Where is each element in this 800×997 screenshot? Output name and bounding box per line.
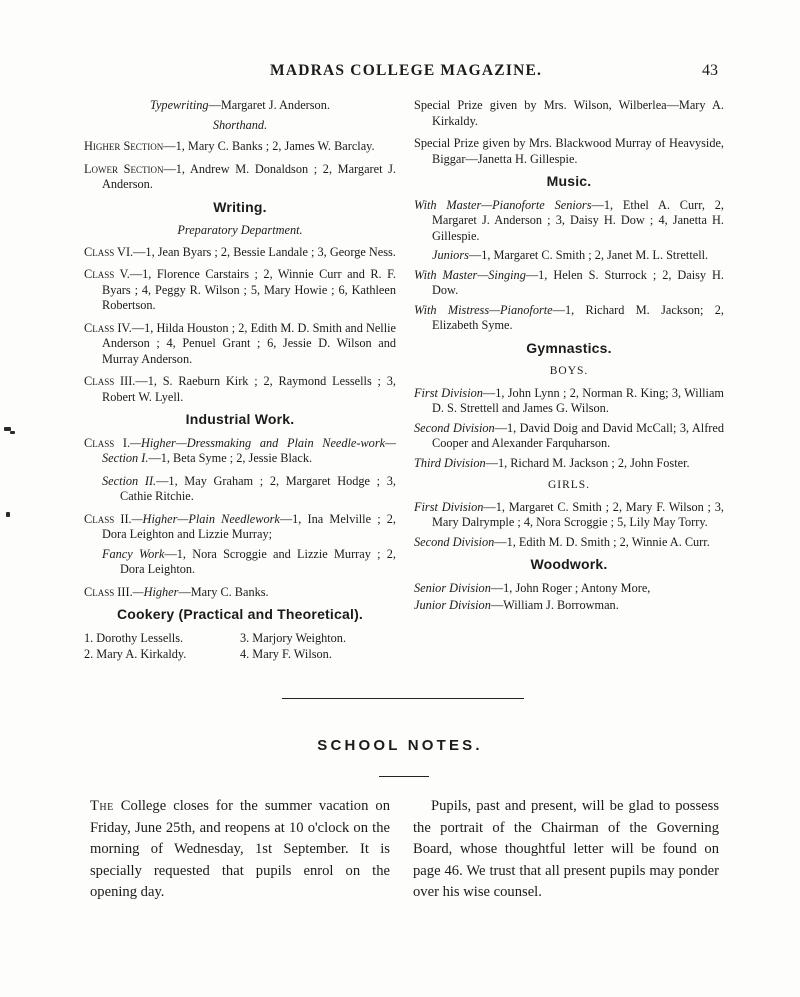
division-label: Senior Division	[414, 580, 491, 595]
scan-mark	[6, 512, 10, 517]
woodwork-junior	[414, 598, 724, 614]
woodwork-senior	[414, 581, 724, 597]
class-label: Class III.	[84, 584, 133, 599]
class-label: Class VI.	[84, 244, 134, 259]
boys-label: BOYS.	[549, 365, 589, 377]
music-text: —1, Richard M. Jackson; 2, Elizabeth Syme.	[432, 302, 725, 332]
school-notes-title: SCHOOL NOTES.	[317, 737, 483, 754]
class-subject: —Higher	[132, 584, 179, 599]
music-mistress-pianoforte	[414, 303, 724, 334]
class-label: Class II.	[84, 511, 132, 526]
cookery-list	[84, 631, 396, 663]
right-column	[414, 98, 724, 621]
division-text: —1, Edith M. D. Smith ; 2, Winnie A. Curr.	[494, 534, 710, 549]
girls-second-division	[414, 535, 724, 551]
class-text: —1, S. Raeburn Kirk ; 2, Raymond Lessells ; 3, Robert W. Lyell.	[102, 374, 396, 404]
class-text: —1, Hilda Houston ; 2, Edith M. D. Smith and Nellie Anderson ; 4, Penuel Grant ; 6, Jessie D. Wilson and Murray Anderson.	[102, 320, 397, 366]
class-subject: —Higher—Plain Needlework	[131, 511, 280, 526]
typewriting-text: —Margaret J. Anderson.	[208, 98, 330, 112]
music-text: —1, Margaret C. Smith ; 2, Janet M. L. Strettell.	[468, 248, 709, 262]
class-label: Class IV.	[84, 320, 132, 335]
school-notes-left-paragraph	[90, 796, 390, 904]
division-label: Third Division	[414, 455, 486, 470]
writing-class-v	[84, 267, 396, 314]
section-divider-rule	[282, 698, 524, 699]
fancy-work-text: —1, Nora Scroggie and Lizzie Murray ; 2, Dora Leighton.	[120, 546, 396, 576]
class-text: —1, Beta Syme ; 2, Jessie Black.	[148, 451, 313, 465]
typewriting-entry	[84, 98, 396, 114]
girls-first-division	[414, 500, 724, 531]
shorthand-heading: Shorthand.	[212, 117, 268, 132]
boys-first-division	[414, 386, 724, 417]
left-column	[84, 98, 396, 663]
music-category: With Mistress—Pianoforte	[414, 302, 553, 317]
industrial-work-heading: Industrial Work.	[185, 411, 295, 427]
music-text: —1, Helen S. Sturrock ; 2, Daisy H. Dow.	[432, 267, 724, 297]
division-text: —1, John Lynn ; 2, Norman R. King; 3, William D. S. Strettell and James G. Wilson.	[432, 385, 724, 415]
division-text: —1, John Roger ; Antony More,	[490, 580, 651, 595]
girls-label: GIRLS.	[547, 479, 591, 491]
writing-class-vi	[84, 245, 396, 261]
shorthand-lower-text: —1, Andrew M. Donaldson ; 2, Margaret J. Anderson.	[102, 161, 396, 191]
section-label: Section II.	[102, 473, 157, 488]
writing-class-iv	[84, 321, 396, 368]
title-underline-rule	[379, 776, 429, 777]
writing-class-iii	[84, 374, 396, 405]
shorthand-higher-label: Higher Section	[84, 139, 164, 153]
shorthand-higher-entry	[84, 139, 396, 155]
page-number: 43	[702, 62, 718, 79]
division-text: —William J. Borrowman.	[490, 598, 619, 612]
shorthand-lower-label: Lower Section	[84, 161, 164, 176]
fancy-work-label: Fancy Work	[102, 546, 165, 561]
paragraph-first-word: The	[90, 798, 114, 814]
class-label: Class III.	[84, 374, 136, 388]
boys-third-division	[414, 456, 724, 472]
division-label: First Division	[414, 385, 483, 400]
cookery-item: 3. Marjory Weighton.	[240, 630, 347, 645]
class-label: Class I.	[84, 435, 131, 450]
music-category: With Master—Singing	[414, 267, 526, 282]
music-text: —1, Ethel A. Curr, 2, Margaret J. Anderson ; 3, Daisy H. Dow ; 4, Janetta H. Gillespie.	[432, 197, 724, 243]
cookery-item: 1. Dorothy Lessells.	[84, 630, 184, 645]
music-seniors	[414, 198, 724, 245]
division-label: Second Division	[414, 534, 495, 549]
music-juniors	[432, 248, 724, 264]
class-text: —1, Jean Byars ; 2, Bessie Landale ; 3, George Ness.	[133, 244, 396, 259]
music-category: Juniors	[432, 248, 469, 262]
industrial-class-iii	[84, 585, 396, 601]
division-text: —1, Margaret C. Smith ; 2, Mary F. Wilson ; 3, Mary Dalrymple ; 4, Nora Scroggie ; 5, Lily May Torry.	[432, 499, 724, 529]
writing-subheading: Preparatory Department.	[177, 223, 303, 237]
special-prize-wilson: Special Prize given by Mrs. Wilson, Wilberlea—Mary A. Kirkaldy.	[414, 98, 724, 128]
scan-mark	[10, 431, 15, 434]
industrial-section-ii	[102, 474, 396, 505]
music-heading: Music.	[546, 173, 592, 189]
shorthand-higher-text: —1, Mary C. Banks ; 2, James W. Barclay.	[163, 139, 375, 153]
paragraph-text: College closes for the summer vacation on Friday, June 25th, and reopens at 10 o'clock on the morning of Wednesday, 1st September. It is specially requested that pupils enrol on the opening day.	[90, 798, 390, 900]
boys-second-division	[414, 421, 724, 452]
woodwork-heading: Woodwork.	[530, 556, 608, 572]
class-text: —1, Ina Melville ; 2, Dora Leighton and Lizzie Murray;	[102, 511, 396, 541]
shorthand-lower-entry	[84, 162, 396, 193]
class-text: —Mary C. Banks.	[178, 584, 269, 599]
gymnastics-heading: Gymnastics.	[526, 339, 612, 356]
division-label: Second Division	[414, 420, 495, 435]
school-notes-right-paragraph: Pupils, past and present, will be glad to possess the portrait of the Chairman of the Governing Board, whose thoughtful letter will be found on page 46. We trust that all present pupils may ponder over his wise counsel.	[413, 798, 719, 900]
section-text: —1, May Graham ; 2, Margaret Hodge ; 3, Cathie Ritchie.	[120, 473, 396, 503]
music-singing	[414, 268, 724, 299]
writing-heading: Writing.	[213, 198, 267, 215]
division-label: First Division	[414, 499, 484, 514]
music-category: With Master—Pianoforte Seniors	[414, 197, 592, 212]
industrial-class-ii	[84, 512, 396, 543]
cookery-heading: Cookery (Practical and Theoretical).	[116, 606, 364, 622]
class-label: Class V.	[84, 267, 130, 281]
division-text: —1, Richard M. Jackson ; 2, John Foster.	[485, 455, 690, 470]
cookery-item: 2. Mary A. Kirkaldy.	[84, 647, 187, 661]
industrial-class-i	[84, 436, 396, 467]
division-text: —1, David Doig and David McCall; 3, Alfred Cooper and Alexander Farquharson.	[432, 420, 724, 450]
special-prize-murray: Special Prize given by Mrs. Blackwood Murray of Heavyside, Biggar—Janetta H. Gillespie.	[414, 136, 724, 166]
typewriting-label: Typewriting	[150, 98, 209, 112]
class-text: —1, Florence Carstairs ; 2, Winnie Curr and R. F. Byars ; 4, Peggy R. Wilson ; 5, Mary Howie ; 6, Kathleen Robertson.	[102, 267, 396, 312]
class-subject: —Higher—Dressmaking and Plain Needle-work—Section I.	[102, 435, 397, 465]
cookery-item: 4. Mary F. Wilson.	[240, 647, 332, 661]
industrial-fancy-work	[102, 547, 396, 578]
running-header: MADRAS COLLEGE MAGAZINE.	[270, 62, 543, 79]
division-label: Junior Division	[414, 598, 491, 612]
